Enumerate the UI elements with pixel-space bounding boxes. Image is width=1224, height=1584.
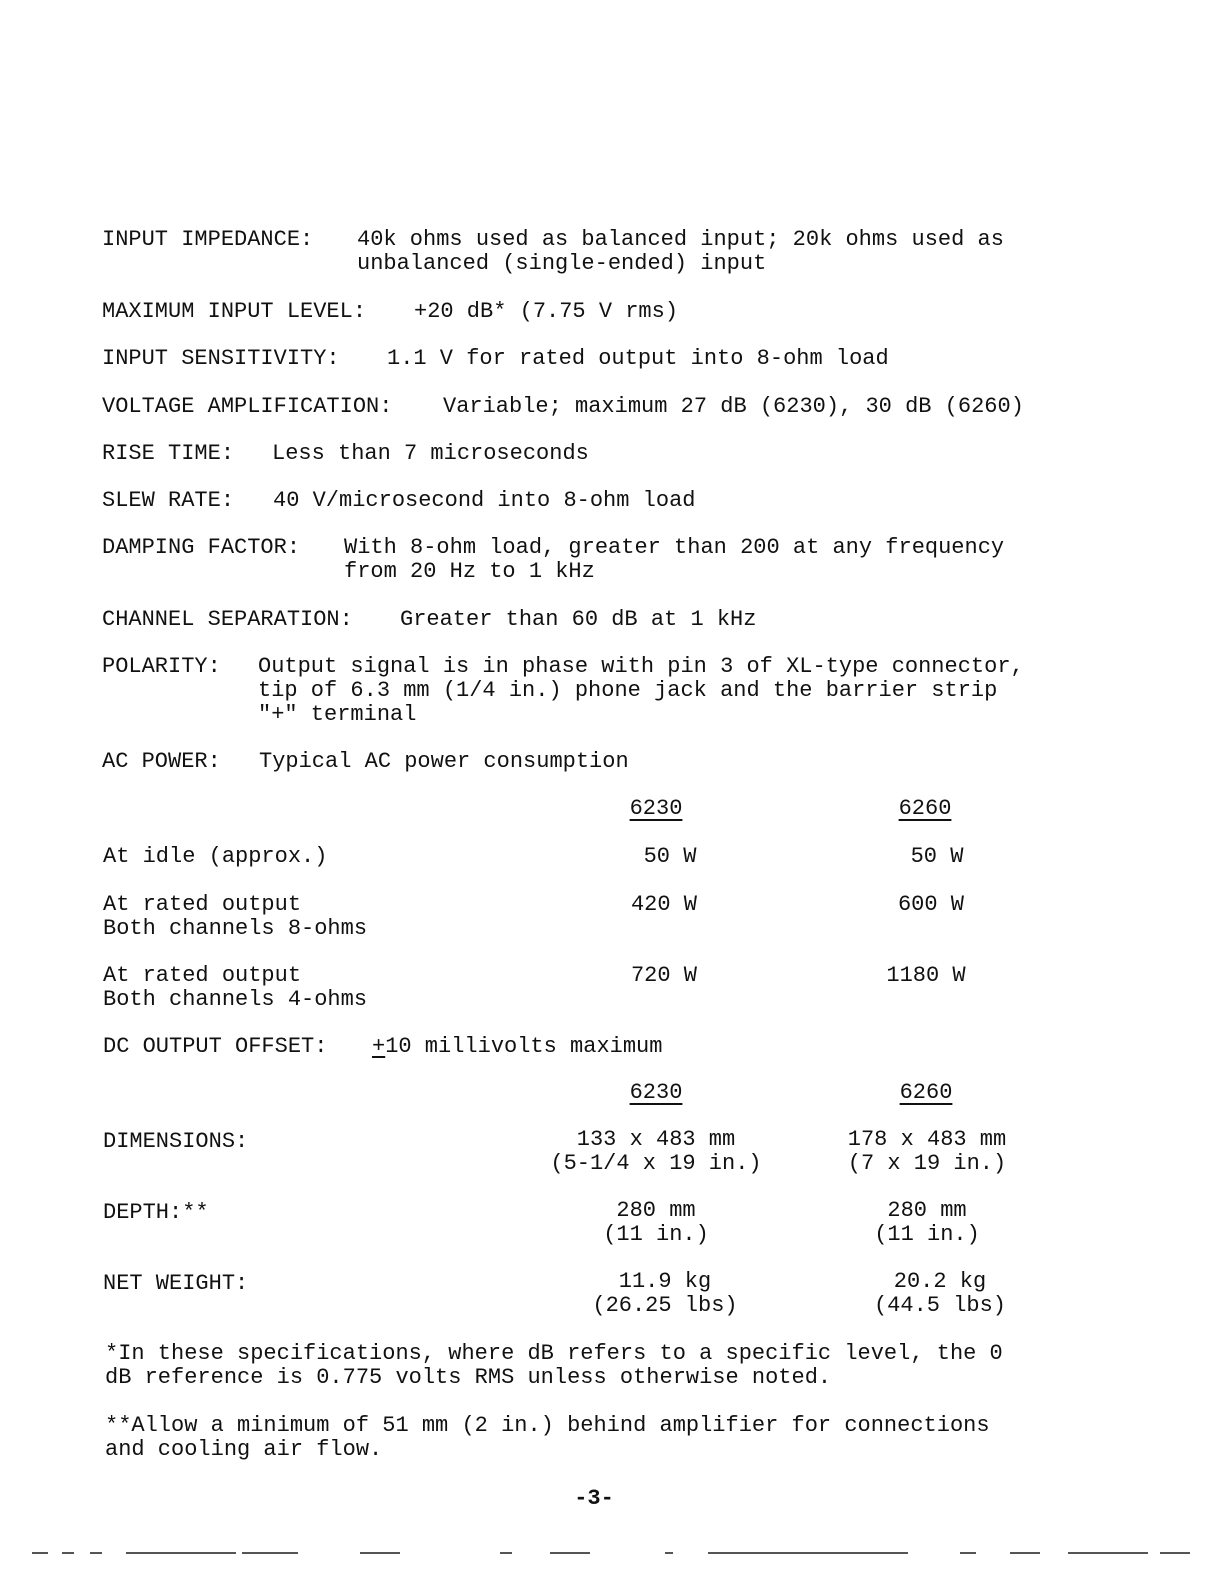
depth-label: DEPTH:** [103, 1200, 209, 1225]
power-col-header-6260: 6260 [898, 796, 952, 821]
physical-col-header-6260: 6260 [899, 1080, 953, 1105]
power-row-label: At rated output [103, 892, 302, 917]
power-row-6260: 600 W [897, 892, 964, 917]
input-impedance-value: 40k ohms used as balanced input; 20k ohms used as [357, 227, 1004, 252]
ac-power-value: Typical AC power consumption [259, 749, 629, 774]
net-weight-6230-imperial: (26.25 lbs) [592, 1293, 738, 1318]
input-impedance-value-cont: unbalanced (single-ended) input [357, 251, 767, 276]
power-row-label: At idle (approx.) [103, 844, 328, 869]
damping-factor-label: DAMPING FACTOR: [102, 535, 301, 560]
polarity-value-cont-2: "+" terminal [258, 702, 417, 727]
damping-factor-value: With 8-ohm load, greater than 200 at any frequency [344, 535, 1005, 560]
slew-rate-label: SLEW RATE: [102, 488, 235, 513]
page-number: -3- [574, 1486, 614, 1511]
polarity-value: Output signal is in phase with pin 3 of XL-type connector, [258, 654, 1024, 679]
footnote-db-reference: *In these specifications, where dB refers to a specific level, the 0 [105, 1341, 1003, 1366]
power-col-header-6230: 6230 [629, 796, 683, 821]
depth-6260-imperial: (11 in.) [874, 1222, 980, 1247]
dc-output-offset-value [372, 1035, 662, 1059]
rise-time-label: RISE TIME: [102, 441, 235, 466]
footnote-clearance: **Allow a minimum of 51 mm (2 in.) behind amplifier for connections [105, 1413, 990, 1438]
max-input-level-value: +20 dB* (7.75 V rms) [414, 299, 679, 324]
damping-factor-value-cont: from 20 Hz to 1 kHz [344, 559, 595, 584]
power-row-6230: 420 W [630, 892, 697, 917]
channel-separation-value: Greater than 60 dB at 1 kHz [400, 607, 757, 632]
polarity-label: POLARITY: [102, 654, 221, 679]
dimensions-6230: 133 x 483 mm [576, 1127, 736, 1152]
input-sensitivity-label: INPUT SENSITIVITY: [102, 346, 340, 371]
input-impedance-label: INPUT IMPEDANCE: [102, 227, 314, 252]
footnote-clearance-cont: and cooling air flow. [105, 1437, 383, 1462]
power-row-6260: 50 W [910, 844, 964, 869]
rise-time-value: Less than 7 microseconds [272, 441, 589, 466]
power-row-label-cont: Both channels 8-ohms [103, 916, 368, 941]
input-sensitivity-value: 1.1 V for rated output into 8-ohm load [387, 346, 889, 371]
power-row-6230: 50 W [643, 844, 697, 869]
slew-rate-value: 40 V/microsecond into 8-ohm load [273, 488, 696, 513]
depth-6230: 280 mm [616, 1198, 696, 1223]
plus-minus-sign: + [372, 1034, 386, 1059]
power-row-6230: 720 W [630, 963, 697, 988]
max-input-level-label: MAXIMUM INPUT LEVEL: [102, 299, 367, 324]
depth-6260: 280 mm [887, 1198, 967, 1223]
physical-col-header-6230: 6230 [629, 1080, 683, 1105]
footnote-db-reference-cont: dB reference is 0.775 volts RMS unless otherwise noted. [105, 1365, 832, 1390]
net-weight-6230: 11.9 kg [618, 1269, 712, 1294]
power-row-label-cont: Both channels 4-ohms [103, 987, 368, 1012]
polarity-value-cont: tip of 6.3 mm (1/4 in.) phone jack and the barrier strip [258, 678, 998, 703]
dimensions-6230-imperial: (5-1/4 x 19 in.) [550, 1151, 762, 1176]
voltage-amplification-label: VOLTAGE AMPLIFICATION: [102, 394, 393, 419]
power-row-6260: 1180 W [886, 963, 966, 988]
dimensions-label: DIMENSIONS: [103, 1129, 249, 1154]
power-row-label: At rated output [103, 963, 302, 988]
scan-edge-artifact [0, 1550, 1224, 1556]
net-weight-label: NET WEIGHT: [103, 1271, 249, 1296]
depth-6230-imperial: (11 in.) [603, 1222, 709, 1247]
voltage-amplification-value: Variable; maximum 27 dB (6230), 30 dB (6260) [443, 394, 1024, 419]
channel-separation-label: CHANNEL SEPARATION: [102, 607, 353, 632]
ac-power-label: AC POWER: [102, 749, 221, 774]
net-weight-6260-imperial: (44.5 lbs) [873, 1293, 1007, 1318]
net-weight-6260: 20.2 kg [893, 1269, 987, 1294]
dc-output-offset-label: DC OUTPUT OFFSET: [103, 1034, 328, 1059]
dimensions-6260: 178 x 483 mm [847, 1127, 1007, 1152]
dc-output-offset-text: 10 millivolts maximum [385, 1034, 663, 1059]
dimensions-6260-imperial: (7 x 19 in.) [847, 1151, 1007, 1176]
